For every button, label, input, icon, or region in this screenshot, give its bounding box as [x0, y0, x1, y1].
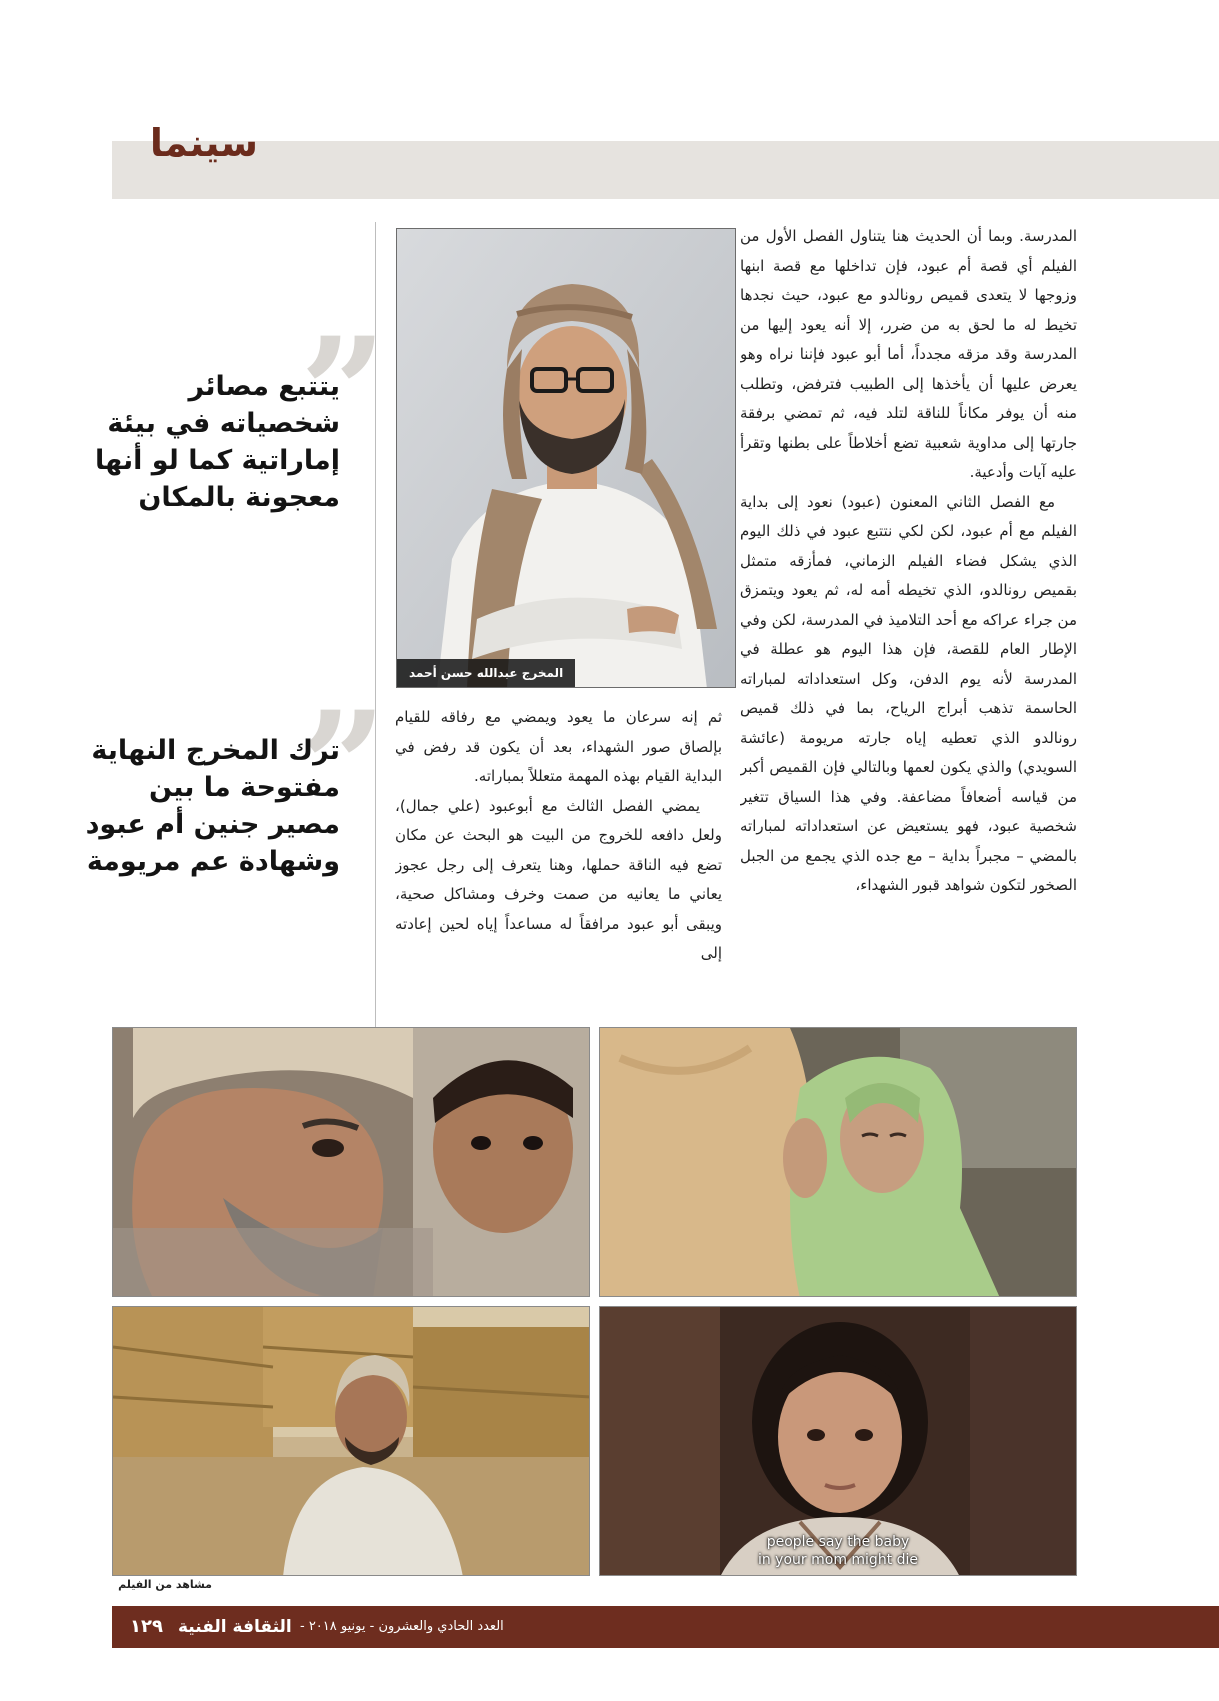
film-still-image: [113, 1307, 590, 1576]
film-still-image: [600, 1028, 1077, 1297]
film-still-image: [113, 1028, 590, 1297]
section-title: سينما: [149, 121, 258, 165]
issue-info: العدد الحادي والعشرون - يونيو ٢٠١٨ -: [300, 1619, 504, 1634]
pull-quote-2: [85, 732, 340, 880]
article-column-middle: [395, 703, 722, 1000]
article-paragraph: المدرسة. وبما أن الحديث هنا يتناول الفصل الأول من الفيلم أي قصة أم عبود، فإن تداخلها مع قصة ابنها وزوجها لا يتعدى قميص رونالدو مع عبود، حيث نجدها تخيط له ما لحق به من ضرر، إلا أنه يعود إليها من المدرسة وقد مزقه مجدداً، أما أبو عبود فإننا نراه وهو يعرض عليها أن يأخذها إلى الطبيب فترفض، وتطلب منه أن يوفر مكاناً للناقة لتلد فيه، ثم تمضي برفقة جارتها إلى مداوية شعبية تضع أخلاطاً على بطنها وتقرأ عليه آيات وأدعية.: [740, 227, 1077, 481]
film-still-grandfather: [112, 1027, 590, 1297]
film-still-mother: [599, 1027, 1077, 1297]
portrait-caption: المخرج عبدالله حسن أحمد: [397, 659, 575, 687]
pull-quote-1: [94, 368, 340, 516]
article-column-right: [740, 222, 1077, 1000]
page-number: ١٢٩: [130, 1616, 163, 1637]
magazine-logo: الثقافة الفنية: [178, 1617, 292, 1637]
pull-quote-line: شخصياته في بيئة: [107, 408, 340, 439]
pull-quote-line: مفتوحة ما بين: [148, 772, 340, 803]
pull-quote-line: يتتبع مصائر: [188, 371, 340, 402]
photos-caption: مشاهد من الفيلم: [118, 1578, 212, 1591]
quote-mark-icon: ”: [300, 679, 387, 855]
article-paragraph: ثم إنه سرعان ما يعود ويمضي مع رفاقه للقيام بإلصاق صور الشهداء، بعد أن يكون قد رفض في البداية القيام بهذه المهمة متعللاً بمباراته.: [395, 708, 722, 785]
pull-quote-line: معجونة بالمكان: [138, 482, 340, 513]
director-portrait-image: [397, 229, 736, 688]
section-header-band: [112, 141, 1219, 199]
article-paragraph: يمضي الفصل الثالث مع أبوعبود (علي جمال)، ولعل دافعه للخروج من البيت هو البحث عن مكان تضع فيه الناقة حملها، وهنا يتعرف إلى رجل عجوز يعاني ما يعانيه من صمت وخرف ومشاكل صحية، ويبقى أبو عبود مرافقاً له مساعداً إياه لحين إعادته إلى: [395, 796, 722, 962]
pull-quote-line: مصير جنين أم عبود: [85, 809, 340, 840]
film-still-girl: [599, 1306, 1077, 1576]
article-paragraph: مع الفصل الثاني المعنون (عبود) نعود إلى بداية الفيلم مع أم عبود، لكن لكي نتتبع عبود في ذلك اليوم الذي يشكل فضاء الفيلم الزماني، فمأزقه متمثل بقميص رونالدو، الذي تخيطه أمه له، ثم يعود ويتمزق من جراء عراكه مع أحد التلاميذ في المدرسة، لكن وفي الإطار العام للقصة، فإن هذا اليوم هو عطلة في المدرسة لأنه يوم الدفن، وكل استعداداته لمباراته الحاسمة تذهب أبراج الرياح، بما في ذلك قميص رونالدو الذي تعطيه إياه جارته مريومة (عائشة السويدي) والذي يكون لعمها وبالتالي فإن القميص أكبر من قياسه أضعافاً مضاعفة. وفي هذا السياق تتغير شخصية عبود، فهو يستعيض عن استعداداته لمباراته بالمضي – مجبراً بداية – مع جده الذي يجمع من الجبل الصخور لتكون شواهد قبور الشهداء،: [740, 492, 1077, 894]
subtitle-line-2: in your mom might die: [757, 1552, 919, 1568]
film-still-father: [112, 1306, 590, 1576]
director-portrait: [396, 228, 736, 688]
pull-quote-line: ترك المخرج النهاية: [91, 735, 340, 766]
subtitle-line-1: people say the baby: [766, 1534, 910, 1550]
pull-quote-line: إماراتية كما لو أنها: [94, 445, 340, 476]
pull-quote-line: وشهادة عم مريومة: [86, 846, 340, 877]
quote-mark-icon: ”: [300, 305, 387, 481]
